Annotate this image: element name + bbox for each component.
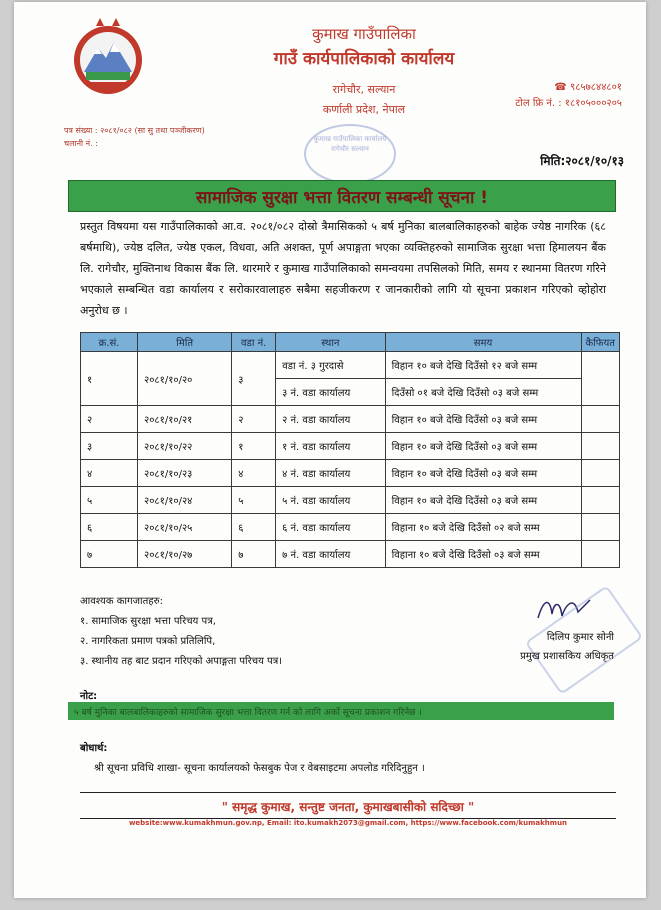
cell-ward: ४ [232, 460, 276, 487]
nepal-emblem-icon [66, 14, 150, 98]
notice-title: सामाजिक सुरक्षा भत्ता वितरण सम्बन्धी सूचना ! [195, 188, 489, 208]
cell-remarks [581, 406, 619, 433]
cell-date: २०८१/१०/२० [138, 352, 232, 406]
col-header-sn: क्र.सं. [81, 333, 138, 352]
cell-ward: २ [232, 406, 276, 433]
documents-title: आवश्यक कागजातहरु: [80, 596, 163, 607]
cell-time: विहान १० बजे देखि दिउँसो ०३ बजे सम्म [385, 433, 581, 460]
required-documents [80, 592, 282, 672]
cell-sn: ३ [81, 433, 138, 460]
notice-body: प्रस्तुत विषयमा यस गाउँपालिकाको आ.व. २०८१/०८२ दोस्रो त्रैमासिकको ५ बर्ष मुनिका बालबालिकाहरुको बाहेक ज्येष्ठ नागरिक (६८ बर्षमाथि), ज्येष्ठ दलित, ज्येष्ठ एकल, विधवा, अति अशक्त, पूर्ण अपाङ्गता भएका व्यक्तिहरुको सामाजिक सुरक्षा भत्ता हिमालयन बैंक लि. रागेचौर, मुक्तिनाथ विकास बैंक लि. थारमारे र कुमाख गाउँपालिकाको समन्वयमा तपसिलको मिति, समय र स्थानमा वितरण गरिने भएकाले सम्बन्धित वडा कार्यालय र सरोकारवालाहरु सबैमा सहजीकरण र जानकारीको लागि यो सूचना प्रकाशन गरिएको व्होहोरा अनुरोध छ । [80, 220, 606, 317]
col-header-ward: वडा नं. [232, 333, 276, 352]
cell-sn: ४ [81, 460, 138, 487]
footer-divider [80, 792, 616, 793]
cell-date: २०८१/१०/२४ [138, 487, 232, 514]
tollfree-number: टोल फ्रि नं. : १८१०५०००२०५ [515, 98, 622, 109]
cell-time: विहाना १० बजे देखि दिउँसो ०२ बजे सम्म [385, 514, 581, 541]
cell-place: ३ नं. वडा कार्यालय [276, 379, 385, 406]
cell-ward: ७ [232, 541, 276, 568]
cell-place: वडा नं. ३ गुरदासे [276, 352, 385, 379]
cell-remarks [581, 460, 619, 487]
cell-remarks [581, 514, 619, 541]
cell-time: विहाना १० बजे देखि दिउँसो ०३ बजे सम्म [385, 541, 581, 568]
cell-place: २ नं. वडा कार्यालय [276, 406, 385, 433]
col-header-remarks: कैफियत [581, 333, 619, 352]
cell-remarks [581, 541, 619, 568]
distribution-table [80, 332, 620, 568]
document-item: २. नागरिकता प्रमाण पत्रको प्रतिलिपि, [80, 636, 216, 647]
footer-slogan: " समृद्ध कुमाख, सन्तुष्ट जनता, कुमाखबासीको सदिच्छा " [221, 800, 475, 814]
footer-contacts: website:www.kumakhmun.gov.np, Email: ito.kumakh2073@gmail.com, https://www.facebook.com/kumakhmun [128, 819, 568, 827]
document-item: १. सामाजिक सुरक्षा भत्ता परिचय पत्र, [80, 616, 216, 627]
col-header-place: स्थान [276, 333, 385, 352]
signer-title: प्रमुख प्रशासकिय अधिकृत [520, 651, 614, 662]
cell-time: दिउँसो ०१ बजे देखि दिउँसो ०३ बजे सम्म [385, 379, 581, 406]
table-row [81, 514, 620, 541]
notice-title-banner [68, 180, 616, 212]
letter-number: पत्र संख्या : २०८१/०८२ (सा सु तथा पञ्जीकरण) [64, 126, 205, 135]
cell-date: २०८१/१०/२१ [138, 406, 232, 433]
office-name: गाउँ कार्यपालिकाको कार्यालय [273, 49, 455, 69]
contact-block [482, 80, 622, 112]
notice-page [14, 2, 646, 898]
phone-number: ☎ ९८५७८४४८०१ [554, 82, 622, 93]
table-row [81, 541, 620, 568]
cell-time: विहान १० बजे देखि दिउँसो १२ बजे सम्म [385, 352, 581, 379]
cell-date: २०८१/१०/२२ [138, 433, 232, 460]
table-row [81, 487, 620, 514]
signer-name: दिलिप कुमार सोनी [546, 632, 614, 643]
province-name: कर्णाली प्रदेश, नेपाल [322, 103, 406, 116]
col-header-date: मिति [138, 333, 232, 352]
cell-ward: ६ [232, 514, 276, 541]
cell-time: विहान १० बजे देखि दिउँसो ०३ बजे सम्म [385, 487, 581, 514]
cell-sn: ७ [81, 541, 138, 568]
cell-ward: ३ [232, 352, 276, 406]
cell-time: विहान १० बजे देखि दिउँसो ०३ बजे सम्म [385, 406, 581, 433]
table-row [81, 406, 620, 433]
cell-place: ६ नं. वडा कार्यालय [276, 514, 385, 541]
notice-date: मिति:२०८१/१०/१३ [540, 154, 624, 168]
table-row [81, 460, 620, 487]
cell-date: २०८१/१०/२५ [138, 514, 232, 541]
municipality-name: कुमाख गाउँपालिका [312, 25, 416, 43]
document-item: ३. स्थानीय तह बाट प्रदान गरिएको अपाङ्गता परिचय पत्र। [80, 656, 283, 667]
table-row [81, 433, 620, 460]
cell-time: विहान १० बजे देखि दिउँसो ०३ बजे सम्म [385, 460, 581, 487]
cell-remarks [581, 433, 619, 460]
cell-remarks [581, 487, 619, 514]
note-text: ५ बर्ष मुनिका बालबालिकाहरुको सामाजिक सुरक्षा भत्ता वितरण गर्न को लागि अर्को सूचना प्रकाशन गरिनेछ । [74, 708, 422, 718]
cell-place: ५ नं. वडा कार्यालय [276, 487, 385, 514]
cell-sn: २ [81, 406, 138, 433]
office-stamp: कुमाख गाउँपालिका कार्यालय रागेचौर सल्यान [304, 124, 396, 184]
signer-block [484, 628, 614, 666]
cell-place: ७ नं. वडा कार्यालय [276, 541, 385, 568]
cell-place: १ नं. वडा कार्यालय [276, 433, 385, 460]
table-header-row [81, 333, 620, 352]
note-banner [68, 702, 614, 720]
cell-ward: १ [232, 433, 276, 460]
cell-date: २०८१/१०/२७ [138, 541, 232, 568]
note-label: नोट: [80, 691, 98, 702]
cell-date: २०८१/१०/२३ [138, 460, 232, 487]
cell-sn: ६ [81, 514, 138, 541]
cell-place: ४ नं. वडा कार्यालय [276, 460, 385, 487]
col-header-time: समय [385, 333, 581, 352]
cell-ward: ५ [232, 487, 276, 514]
office-location: रागेचौर, सल्यान [332, 83, 396, 96]
dispatch-number: चलानी नं. : [64, 139, 98, 148]
cell-remarks [581, 352, 619, 406]
cell-sn: ५ [81, 487, 138, 514]
table-row [81, 352, 620, 379]
reference-block [64, 124, 205, 150]
bodharth-label: बोधार्थ: [80, 743, 108, 754]
bodharth-text: श्री सूचना प्रविधि शाखा- सूचना कार्यालयको फेसबुक पेज र वेबसाइटमा अपलोड गरिदिनुहुन । [94, 763, 425, 774]
cell-sn: १ [81, 352, 138, 406]
